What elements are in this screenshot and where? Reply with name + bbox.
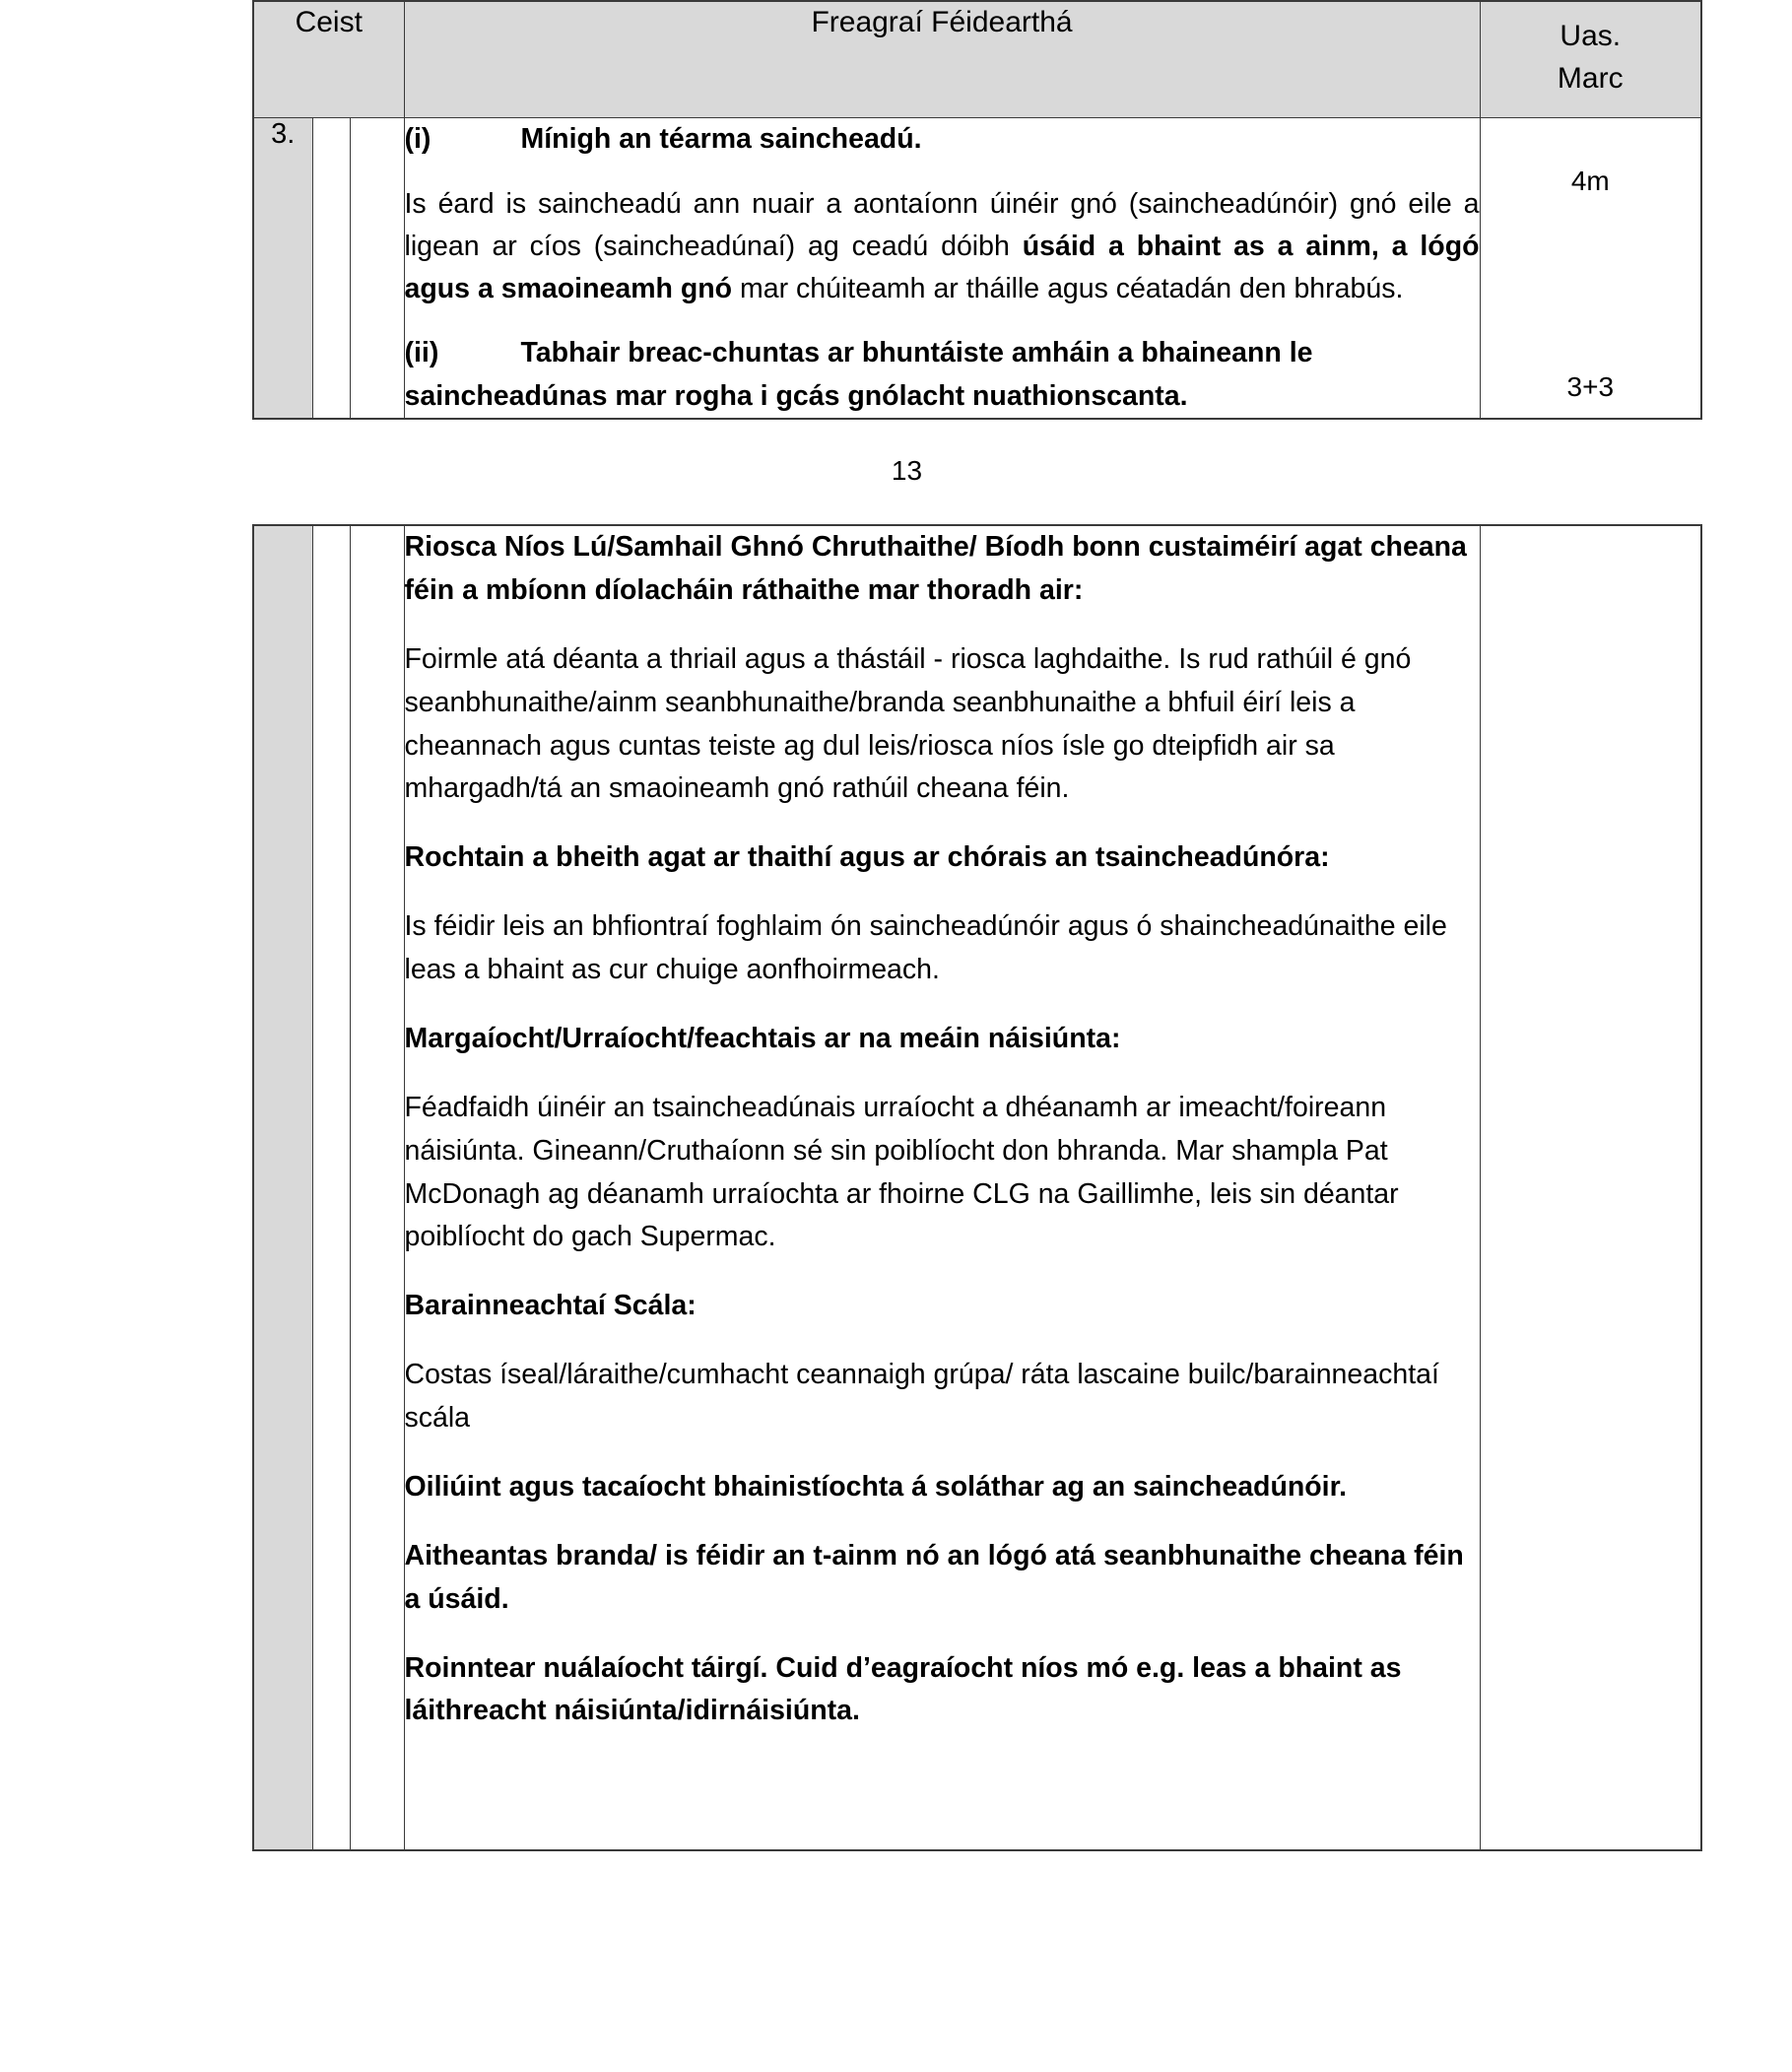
marks-header-line-1: Uas. [1560,20,1622,52]
subcolumn-spacer-b [350,118,404,419]
part-i-answer [405,183,1480,311]
answer-block-heading: Riosca Níos Lú/Samhail Ghnó Chruthaithe/ Bíodh bonn custaiméirí agat cheana féin a mbíonn díolacháin ráthaithe mar thoradh air: [404,531,1467,606]
subcolumn-spacer-a-continued [312,525,350,1850]
column-header-marks [1480,1,1701,118]
part-i-roman: (i) [404,123,431,156]
subcolumn-spacer-b-continued [350,525,404,1850]
part-i-prompt-text: Mínigh an téarma saincheadú. [520,123,922,156]
answer-block-heading: Aitheantas branda/ is féidir an t-ainm nó an lógó atá seanbhunaithe cheana féin a úsáid. [404,1539,1464,1615]
answer-block-body: Is féidir leis an bhfiontraí foghlaim ón saincheadúnóir agus ó shaincheadúnaithe eile leas a bhaint as cur chuige aonfhoirmeach. [404,910,1447,986]
question-number-cell-continued [253,525,312,1850]
cell-bottom-spacer [405,1733,1480,1849]
part-ii-roman: (ii) [404,337,439,369]
answer-block-body: Costas íseal/láraithe/cumhacht ceannaigh grúpa/ ráta lascaine builc/barainneachtaí scála [404,1359,1439,1435]
column-header-question: Ceist [253,1,404,118]
part-ii-prompt [405,332,1480,418]
marks-part-ii: 3+3 [1566,371,1615,403]
part-i-answer-tail: mar chúiteamh ar tháille agus céatadán den bhrabús. [732,273,1404,305]
answer-block-list [405,526,1480,1733]
part-ii-prompt-text: Tabhair breac-chuntas ar bhuntáiste amháin a bhaineann le saincheadúnas mar rogha i gcás gnólacht nuathionscanta. [404,337,1313,412]
answer-content-cell-continued [404,525,1480,1850]
part-i-prompt [405,118,1480,161]
part-i-answer-emphasis: úsáid a bhaint as a ainm, a lógó agus a smaoineamh gnó [404,230,1480,305]
answer-block-heading: Roinntear nuálaíocht táirgí. Cuid d’eagraíocht níos mó e.g. leas a bhaint as láithreacht náisiúnta/idirnáisiúnta. [404,1651,1402,1727]
answer-block-heading: Margaíocht/Urraíocht/feachtais ar na meáin náisiúnta: [404,1022,1121,1054]
answer-block-heading: Rochtain a bheith agat ar thaithí agus ar chórais an tsaincheadúnóra: [404,841,1330,874]
marks-cell-continued [1480,525,1701,1850]
page-number: 13 [891,455,923,487]
marks-cell-question-3 [1480,118,1701,419]
answer-block-body: Féadfaidh úinéir an tsaincheadúnais urraíocht a dhéanamh ar imeacht/foireann náisiúnta. Gineann/Cruthaíonn sé sin poiblíocht don bhranda. Mar shampla Pat McDonagh ag déanamh urraíochta ar fhoirne CLG na Gaillimhe, leis sin déantar poiblíocht do gach Supermac. [404,1091,1399,1253]
marking-scheme-table-top [252,0,1702,420]
answer-content-cell [404,118,1480,419]
marks-header-line-2: Marc [1557,61,1624,95]
answer-block-body: Foirmle atá déanta a thriail agus a thástáil - riosca laghdaithe. Is rud rathúil é gnó seanbhunaithe/ainm seanbhunaithe/branda seanbhunaithe a bhfuil éirí leis a cheannach agus cuntas teiste ag dul leis/riosca níos ísle go dteipfidh air sa mhargadh/tá an smaoineamh gnó rathúil cheana féin. [404,642,1412,805]
table-header-row [253,1,1701,118]
column-header-answers: Freagraí Féidearthá [404,1,1480,118]
part-i-answer-lead: Is éard is saincheadú ann nuair a aontaíonn úinéir gnó (saincheadúnóir) gnó eile a ligean ar cíos (saincheadúnaí) ag ceadú dóibh [404,187,1480,262]
question-number-cell: 3. [253,118,312,419]
marking-scheme-table-bottom [252,524,1702,1851]
answer-block-heading: Oiliúint agus tacaíocht bhainistíochta á soláthar ag an saincheadúnóir. [404,1470,1348,1503]
marks-part-i: 4m [1570,166,1610,197]
table-row-question-3 [253,118,1701,419]
answer-block-heading: Barainneachtaí Scála: [404,1290,697,1322]
table-row-continuation [253,525,1701,1850]
subcolumn-spacer-a [312,118,350,419]
